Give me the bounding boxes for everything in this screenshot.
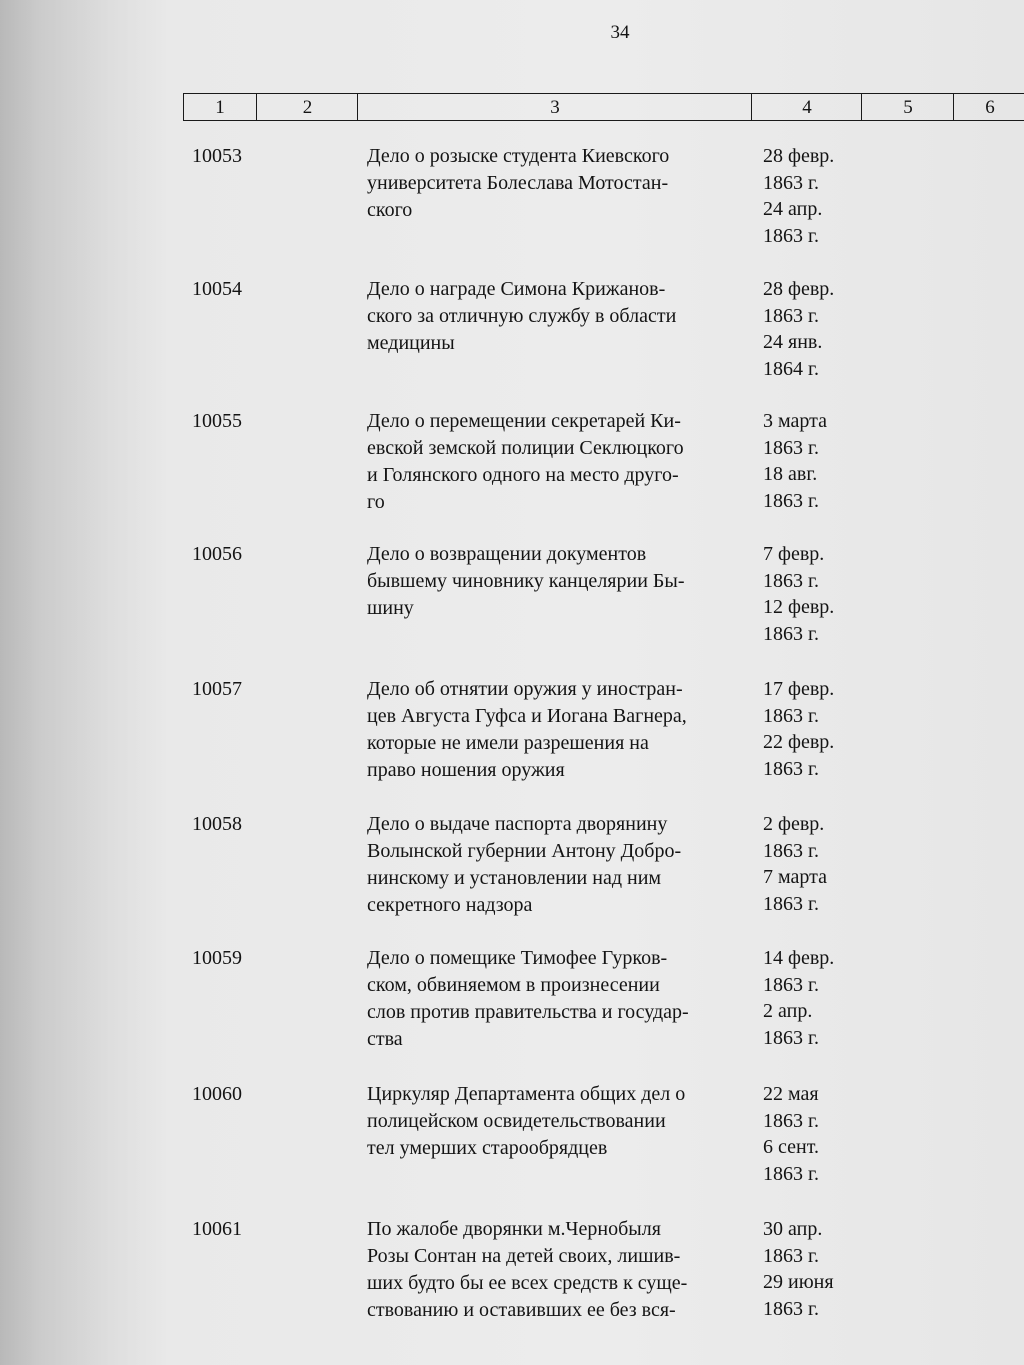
date-line: 1863 г. [763,1297,819,1320]
description-line: Дело о помещике Тимофее Гурков- [367,947,668,969]
record-description [367,811,752,919]
date-line: 1863 г. [763,1026,819,1049]
record-description [367,276,752,357]
record-number: 10057 [192,678,242,700]
description-line: Дело о награде Симона Крижанов- [367,278,666,300]
record-number: 10056 [192,543,242,565]
column-header-6: 6 [953,94,1024,120]
description-line: ского [367,199,413,221]
description-line: полицейском освидетельствовании [367,1110,666,1132]
record-description [367,676,752,784]
record-dates [763,276,873,382]
date-line: 7 марта [763,866,827,888]
date-line: 1863 г. [763,839,819,862]
column-header-1: 1 [215,97,225,118]
record-dates [763,1216,873,1322]
description-line: тел умерших старообрядцев [367,1137,608,1159]
date-line: 1863 г. [763,1162,819,1185]
record-description [367,945,752,1053]
date-line: 1863 г. [763,1244,819,1267]
description-line: бывшему чиновнику канцелярии Бы- [367,570,685,592]
record-number: 10054 [192,278,242,300]
record-number: 10055 [192,410,242,432]
record-dates [763,408,873,514]
date-line: 1863 г. [763,304,819,327]
date-line: 1863 г. [763,1109,819,1132]
description-line: которые не имели разрешения на [367,732,649,754]
date-line: 24 янв. [763,331,823,353]
date-line: 28 февр. [763,278,835,300]
date-line: 17 февр. [763,678,835,700]
record-number: 10058 [192,813,242,835]
description-line: шину [367,597,414,619]
description-line: Дело об отнятии оружия у иностран- [367,678,683,700]
column-header-4: 4 [751,94,862,120]
date-line: 18 авг. [763,463,818,485]
date-line: 29 июня [763,1271,834,1293]
date-line: 3 марта [763,410,827,432]
date-line: 22 февр. [763,731,835,753]
description-line: евской земской полиции Секлюцкого [367,437,684,459]
description-line: право ношения оружия [367,759,565,781]
date-line: 1863 г. [763,892,819,915]
description-line: университета Болеслава Мотостан- [367,172,669,194]
description-line: ского за отличную службу в области [367,305,677,327]
page-number: 34 [610,22,630,43]
description-line: ствованию и оставивших ее без вся- [367,1299,676,1321]
date-line: 1863 г. [763,622,819,645]
description-line: Дело о возвращении документов [367,543,647,565]
date-line: 1863 г. [763,973,819,996]
description-line: Дело о перемещении секретарей Ки- [367,410,681,432]
record-dates [763,676,873,782]
record-number: 10053 [192,145,242,167]
column-header-3: 3 [357,94,752,120]
record-number: 10059 [192,947,242,969]
date-line: 1863 г. [763,436,819,459]
description-line: ском, обвиняемом в произнесении [367,974,660,996]
column-header-5: 5 [861,94,954,120]
description-line: слов против правительства и государ- [367,1001,689,1023]
description-line: Розы Сонтан на детей своих, лишив- [367,1245,681,1267]
description-line: цев Августа Гуфса и Иогана Вагнера, [367,705,687,727]
description-line: Дело о выдаче паспорта дворянину [367,813,668,835]
description-line: и Голянского одного на место друго- [367,464,679,486]
date-line: 2 апр. [763,1000,813,1022]
description-line: По жалобе дворянки м.Чернобыля [367,1218,661,1240]
date-line: 30 апр. [763,1218,823,1240]
date-line: 6 сент. [763,1136,819,1158]
record-dates [763,811,873,917]
record-dates [763,143,873,249]
record-number: 10060 [192,1083,242,1105]
description-line: го [367,491,385,513]
date-line: 1863 г. [763,757,819,780]
description-line: ших будто бы ее всех средств к суще- [367,1272,688,1294]
date-line: 1863 г. [763,224,819,247]
date-line: 1863 г. [763,489,819,512]
record-dates [763,1081,873,1187]
page-gutter-shadow [0,0,170,1365]
record-description [367,143,752,224]
record-description [367,1081,752,1162]
record-description [367,1216,752,1324]
date-line: 12 февр. [763,596,835,618]
date-line: 1863 г. [763,704,819,727]
record-description [367,541,752,622]
description-line: нинскому и установлении над ним [367,867,662,889]
date-line: 14 февр. [763,947,835,969]
column-header-2: 2 [256,94,358,120]
record-dates [763,945,873,1051]
description-line: Волынской губернии Антону Добро- [367,840,682,862]
date-line: 22 мая [763,1083,819,1105]
record-dates [763,541,873,647]
description-line: ства [367,1028,403,1050]
description-line: Циркуляр Департамента общих дел о [367,1083,686,1105]
column-header-row [183,93,1024,121]
description-line: секретного надзора [367,894,533,916]
description-line: Дело о розыске студента Киевского [367,145,670,167]
record-description [367,408,752,516]
date-line: 1863 г. [763,171,819,194]
record-number: 10061 [192,1218,242,1240]
date-line: 24 апр. [763,198,823,220]
date-line: 7 февр. [763,543,825,565]
date-line: 1863 г. [763,569,819,592]
description-line: медицины [367,332,455,354]
date-line: 1864 г. [763,357,819,380]
date-line: 2 февр. [763,813,825,835]
date-line: 28 февр. [763,145,835,167]
